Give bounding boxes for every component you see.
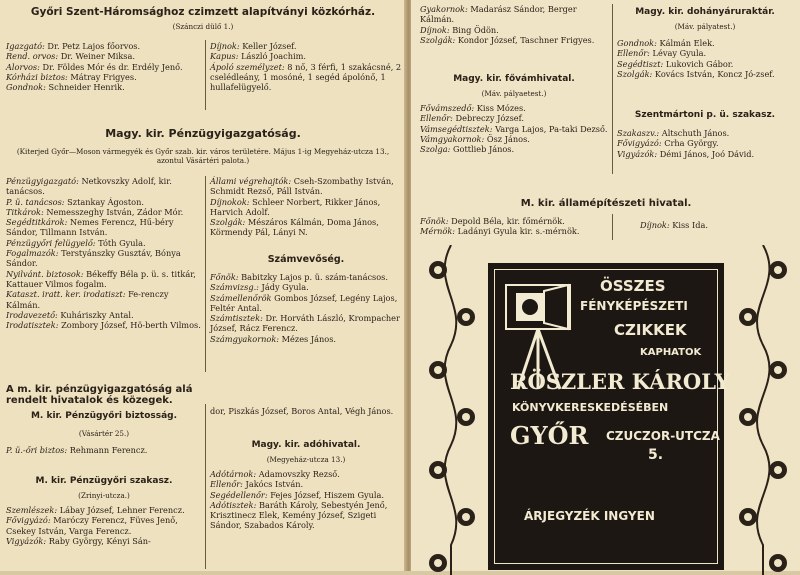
entry-label: Szakaszv.:	[617, 128, 662, 138]
entry	[617, 48, 795, 58]
entry-label: Alorvos:	[6, 62, 43, 72]
entry-text: Bing Ödön.	[452, 25, 499, 35]
penzugy-subtitle: (Kiterjed Győr—Moson vármegyék és Győr szab. kir. város területére. Május 1-ig Megyeház-utcza 13., azontul Vásártéri palota.)	[8, 147, 398, 165]
entry-label: Állami végrehajtók:	[210, 176, 294, 186]
entry-label: Igazgató:	[6, 41, 47, 51]
entry-text: Terstyánszky Gusztáv, Bónya Sándor.	[6, 248, 181, 268]
allamepitesz-title: M. kir. államépítészeti hivatal.	[418, 198, 794, 209]
ad-line6: KÖNYVKERESKEDÉSÉBEN	[512, 401, 668, 414]
entry	[6, 176, 202, 197]
entry	[6, 289, 202, 310]
entry	[617, 149, 795, 159]
entry-label: Gondnok:	[617, 38, 660, 48]
entry-label: Díjnok:	[640, 220, 672, 230]
entry-label: Szolgák:	[617, 69, 655, 79]
entry-text: Madarász Sándor, Berger Kálmán.	[420, 4, 577, 24]
entry	[210, 62, 402, 93]
allamepitesz-col2	[640, 220, 790, 230]
entry	[210, 217, 402, 238]
adohivatal-list	[210, 469, 402, 531]
entry-text: Fe-renczy Kálmán.	[6, 289, 168, 309]
entry-text: Lábay József, Lehner Ferencz.	[60, 505, 185, 515]
szamveveseg-list	[210, 272, 402, 344]
entry-text: Lévay Gyula.	[653, 48, 707, 58]
entry-text: Kovács István, Koncz Jó-zsef.	[655, 69, 775, 79]
entry-label: Fővámszedő:	[420, 103, 477, 113]
entry	[420, 113, 610, 123]
entry-label: Számtisztek:	[210, 313, 265, 323]
entry-text: Netkovszky Adolf, kir. tanácsos.	[6, 176, 172, 196]
entry-label: Díjnok:	[420, 25, 452, 35]
entry	[6, 248, 202, 269]
entry	[210, 51, 402, 61]
entry-label: Kapus:	[210, 51, 241, 61]
entry-label: Szolgák:	[210, 217, 248, 227]
ad-line4: KAPHATOK	[640, 347, 701, 358]
hospital-col2	[210, 41, 402, 92]
entry-text: Mészáros Kálmán, Doma János, Körmendy Pál, Lányi N.	[210, 217, 379, 237]
entry-label: Fővigyázó:	[617, 138, 664, 148]
entry-label: Díjnok:	[210, 41, 242, 51]
entry-label: Főnök:	[210, 272, 241, 282]
entry	[6, 320, 202, 330]
entry-text: Keller József.	[242, 41, 296, 51]
entry	[6, 72, 202, 82]
hospital-subtitle: (Szánczi dülő 1.)	[8, 22, 398, 31]
entry-text: Mátray Frigyes.	[70, 72, 136, 82]
entry-text: Sztankay Ágoston.	[67, 197, 144, 207]
entry-text: Adamovszky Rezső.	[259, 469, 340, 479]
entry-text: Baráth Károly, Sebestyén Jenő, Krisztinecz Elek, Kemény József, Szigeti Sándor, Szabados Károly.	[210, 500, 387, 531]
entry	[210, 293, 402, 314]
entry	[617, 69, 795, 79]
penzugy-title: Magy. kir. Pénzügyigazgatóság.	[8, 127, 398, 140]
entry-label: Segédtitkárok:	[6, 217, 70, 227]
entry-label: Fővigyázó:	[6, 515, 53, 525]
entry	[420, 25, 610, 35]
entry-text: Nemes Ferencz, Hű-béry Sándor, Tillmann István.	[6, 217, 173, 237]
entry-label: Mérnök:	[420, 226, 458, 236]
entry	[617, 38, 795, 48]
entry	[420, 226, 610, 236]
entry-text: Gombos József, Legény Lajos, Feltér Antal.	[210, 293, 397, 313]
biztossag-title: M. kir. Pénzügyőri biztosság.	[6, 411, 202, 421]
penzugy-col2	[210, 176, 402, 238]
entry	[210, 41, 402, 51]
entry-text: Ösz János.	[487, 134, 530, 144]
entry	[640, 220, 790, 230]
entry	[6, 445, 202, 455]
entry	[6, 51, 202, 61]
entry	[210, 500, 402, 531]
szentmartoni-title: Szentmártoni p. ü. szakasz.	[615, 110, 795, 120]
entry-label: Vámgyakornok:	[420, 134, 487, 144]
ad-line10: ÁRJEGYZÉK INGYEN	[524, 509, 655, 523]
szamveveseg-title: Számvevőség.	[210, 254, 402, 265]
szakasz-subtitle: (Zrinyi-utcza.)	[6, 491, 202, 500]
entry-label: Segédellenőr:	[210, 490, 270, 500]
entry-text: Dr. Weiner Miksa.	[61, 51, 135, 61]
entry	[420, 144, 610, 154]
entry-label: Számellenőrök	[210, 293, 274, 303]
dohany-subtitle: (Máv. pályatest.)	[615, 22, 795, 31]
entry-label: Számgyakornok:	[210, 334, 282, 344]
entry-text: Maróczy Ferencz, Füves Jenő, Csekey István, Varga Ferencz.	[6, 515, 178, 535]
entry	[6, 269, 202, 290]
entry	[210, 282, 402, 292]
dohany-list	[617, 38, 795, 79]
adohivatal-title: Magy. kir. adóhivatal.	[210, 440, 402, 450]
alarendelt-title: A m. kir. pénzügyigazgatóság alá rendelt hivatalok és közegek.	[6, 384, 206, 406]
entry	[6, 238, 202, 248]
entry-label: Szemlészek:	[6, 505, 60, 515]
ad-line2: FÉNYKÉPÉSZETI	[580, 299, 688, 313]
entry-text: Ladányi Gyula kir. s.-mérnök.	[458, 226, 580, 236]
entry-text: Démi János, Joó Dávid.	[660, 149, 754, 159]
entry-text: Gottlieb János.	[453, 144, 514, 154]
entry	[420, 4, 610, 25]
entry-label: Gyakornok:	[420, 4, 470, 14]
entry	[6, 310, 202, 320]
entry-label: Fogalmazók:	[6, 248, 61, 258]
entry-label: Gondnok:	[6, 82, 49, 92]
entry-text: Babitzky Lajos p. ü. szám-tanácsos.	[241, 272, 388, 282]
ad-line1: ÖSSZES	[600, 277, 666, 295]
szentmartoni-list	[617, 128, 795, 159]
entry-text: Dr. Petz Lajos főorvos.	[47, 41, 140, 51]
entry	[6, 536, 202, 546]
biztossag-list	[6, 445, 202, 455]
entry-text: Cseh-Szombathy István, Schmidt Rezső, Páll István.	[210, 176, 394, 196]
entry-label: Vigyázók:	[617, 149, 660, 159]
fovamhivatal-title: Magy. kir. fővámhivatal.	[418, 74, 610, 84]
entry-label: Ellenőr:	[420, 113, 456, 123]
fovamhivatal-subtitle: (Máv. pályaetest.)	[418, 89, 610, 98]
szakasz-title: M. kir. Pénzügyőri szakasz.	[6, 476, 202, 486]
entry	[210, 490, 402, 500]
entry	[210, 334, 402, 344]
entry	[6, 197, 202, 207]
entry-label: Segédtiszt:	[617, 59, 666, 69]
entry-text: Zombory József, Hö-berth Vilmos.	[61, 320, 201, 330]
entry	[6, 505, 202, 515]
entry	[420, 216, 610, 226]
entry	[6, 62, 202, 72]
ad-line3: CZIKKEK	[614, 321, 687, 339]
entry	[6, 41, 202, 51]
continued-text: dor, Piszkás József, Boros Antal, Végh János.	[210, 406, 402, 416]
entry-label: P. ü.-őri biztos:	[6, 445, 70, 455]
entry-label: Ellenőr:	[210, 479, 246, 489]
entry	[210, 479, 402, 489]
entry-label: Vigyázók:	[6, 536, 49, 546]
entry	[617, 138, 795, 148]
entry-text: Mézes János.	[282, 334, 336, 344]
entry	[210, 313, 402, 334]
entry-text: 8 nő, 3 férfi, 1 szakácsné, 2 cselédleány, 1 mosóné, 1 segéd ápolónő, 1 hullafelügyelő.	[210, 62, 401, 93]
entry-label: Adótisztek:	[210, 500, 259, 510]
adohivatal-subtitle: (Megyeház-utcza 13.)	[210, 455, 402, 464]
entry-label: P. ü. tanácsos:	[6, 197, 67, 207]
entry-text: Depold Béla, kir. főmérnök.	[451, 216, 565, 226]
entry-label: Irodatisztek:	[6, 320, 61, 330]
entry-text: Kondor József, Taschner Frigyes.	[458, 35, 594, 45]
entry-text: Altschuth János.	[662, 128, 730, 138]
entry-text: Kiss Ida.	[672, 220, 708, 230]
entry-text: Kiss Mózes.	[477, 103, 526, 113]
entry	[420, 103, 610, 113]
entry	[617, 59, 795, 69]
entry-text: Dr. Horváth László, Krompacher József, Rácz Ferencz.	[210, 313, 400, 333]
entry	[420, 124, 610, 134]
entry-text: László Joachim.	[241, 51, 306, 61]
entry	[6, 217, 202, 238]
entry-text: Kálmán Elek.	[660, 38, 715, 48]
entry-text: Raby György, Kényi Sán-	[49, 536, 151, 546]
entry-text: Schneider Henrik.	[49, 82, 125, 92]
entry-text: Békeffy Béla p. ü. s. titkár, Kattauer Vilmos fogalm.	[6, 269, 196, 289]
entry-label: Irodavezető:	[6, 310, 60, 320]
entry-label: Pénzügyőri felügyelő:	[6, 238, 98, 248]
entry-text: Crha György.	[664, 138, 718, 148]
entry-label: Szolgák:	[420, 35, 458, 45]
advertisement	[488, 263, 724, 570]
entry-label: Ellenőr:	[617, 48, 653, 58]
entry-text: Dr. Földes Mór és dr. Erdély Jenő.	[43, 62, 183, 72]
fovamhivatal-list	[420, 103, 610, 154]
entry	[210, 176, 402, 197]
ad-line5: RÖSZLER KÁROLY	[510, 369, 730, 394]
entry-text: Kuháriszky Antal.	[60, 310, 133, 320]
entry	[210, 469, 402, 479]
entry	[6, 515, 202, 536]
entry-text: Fejes József, Hiszem Gyula.	[270, 490, 384, 500]
dohany-title: Magy. kir. dohányáruraktár.	[615, 7, 795, 17]
entry-label: Szolga:	[420, 144, 453, 154]
ad-line7: GYŐR	[510, 421, 588, 450]
entry-text: Nemesszeghy István, Zádor Mór.	[46, 207, 183, 217]
entry-label: Kataszt. iratt. ker. irodatiszt:	[6, 289, 128, 299]
entry-label: Vámsegédtisztek:	[420, 124, 495, 134]
entry	[420, 35, 610, 45]
entry-label: Titkárok:	[6, 207, 46, 217]
entry-text: Debreczy József.	[456, 113, 524, 123]
ad-line9: 5.	[648, 447, 663, 463]
entry	[420, 134, 610, 144]
entry-text: Lukovich Gábor.	[666, 59, 734, 69]
entry-text: Jády Gyula.	[262, 282, 309, 292]
entry-text: Jakócs István.	[246, 479, 304, 489]
entry	[210, 197, 402, 218]
entry-text: Tóth Gyula.	[98, 238, 145, 248]
hospital-title: Győri Szent-Háromsághoz czimzett alapítványi közkórház.	[8, 6, 398, 18]
entry	[617, 128, 795, 138]
right-top-list	[420, 4, 610, 45]
entry-label: Pénzügyigazgató:	[6, 176, 81, 186]
entry-label: Számvizsg.:	[210, 282, 262, 292]
entry-text: Rehmann Ferencz.	[70, 445, 148, 455]
penzugy-col1	[6, 176, 202, 330]
entry	[6, 207, 202, 217]
entry-text: Schleer Norbert, Rikker János, Harvich Adolf.	[210, 197, 380, 217]
entry-label: Ápoló személyzet:	[210, 62, 287, 72]
allamepitesz-col1	[420, 216, 610, 237]
entry-label: Nyilvánt. biztosok:	[6, 269, 86, 279]
right-ornament	[730, 245, 796, 575]
entry-text: Varga Lajos, Pa-taki Dezső.	[495, 124, 607, 134]
left-ornament	[420, 245, 482, 575]
hospital-col1	[6, 41, 202, 92]
entry-label: Főnök:	[420, 216, 451, 226]
entry	[210, 272, 402, 282]
biztossag-subtitle: (Vásártér 25.)	[6, 429, 202, 438]
entry-label: Kórházi biztos:	[6, 72, 70, 82]
entry-label: Rend. orvos:	[6, 51, 61, 61]
szakasz-list	[6, 505, 202, 546]
entry-label: Díjnokok:	[210, 197, 252, 207]
entry-label: Adótárnok:	[210, 469, 259, 479]
entry	[6, 82, 202, 92]
ad-line8: CZUCZOR-UTCZA	[606, 429, 720, 443]
